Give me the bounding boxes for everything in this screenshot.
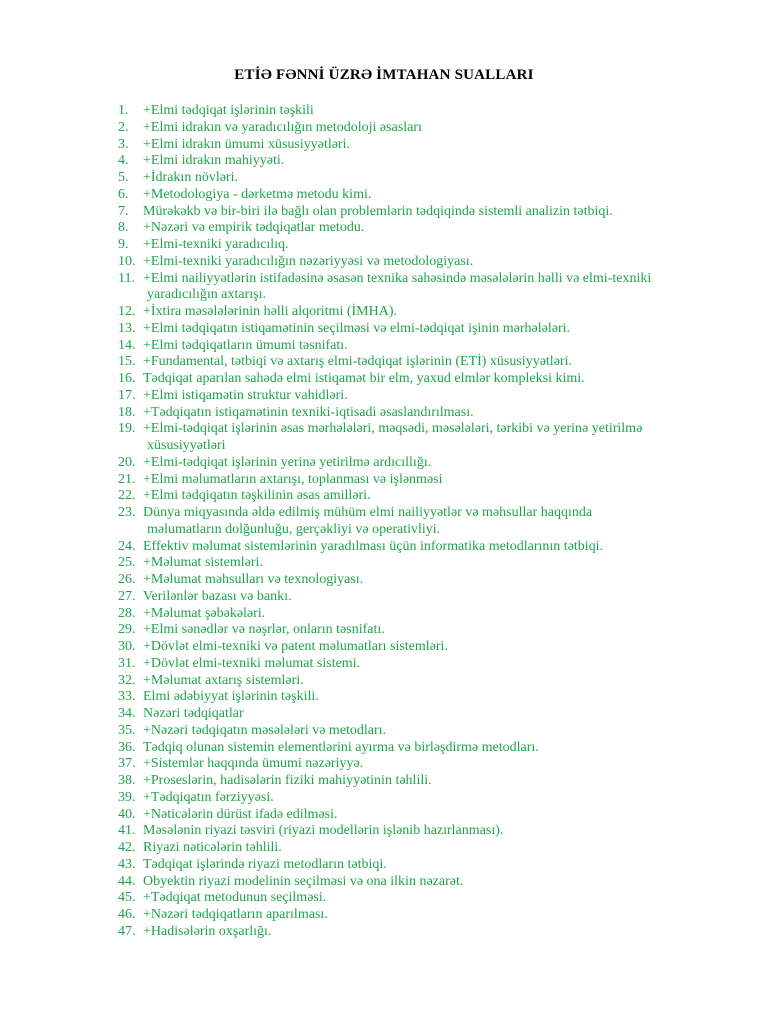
- list-item: [118, 170, 714, 187]
- question-text: +Elmi tədqiqatların ümumi təsnifatı.: [143, 337, 348, 353]
- question-number: 31.: [118, 655, 136, 671]
- question-number: 9.: [118, 237, 129, 252]
- list-item: [118, 137, 714, 154]
- question-text: Mürəkəkb və bir-biri ilə bağlı olan problemlərin tədqiqində sistemli analizin tətbiqi.: [143, 203, 613, 219]
- question-number: 8.: [118, 220, 129, 236]
- list-item: [118, 773, 714, 790]
- question-text: Tədqiqat aparılan sahədə elmi istiqamət bir elm, yaxud elmlər kompleksi kimi.: [143, 371, 585, 386]
- question-number: 35.: [118, 722, 136, 738]
- list-item: [118, 723, 714, 740]
- list-item: [118, 924, 714, 941]
- question-number: 34.: [118, 706, 136, 721]
- question-text: Obyektin riyazi modelinin seçilməsi və ona ilkin nəzarət.: [143, 873, 464, 889]
- list-item: [118, 120, 714, 137]
- question-number: 23.: [118, 505, 136, 520]
- question-text: +Məlumat sistemləri.: [143, 555, 263, 571]
- question-text: +Məlumat axtarış sistemləri.: [143, 672, 304, 688]
- question-number: 42.: [118, 840, 136, 855]
- question-text: +İxtira məsələlərinin həlli alqoritmi (İMHA).: [143, 304, 397, 319]
- question-number: 36.: [118, 739, 136, 755]
- question-text: Nəzəri tədqiqatlar: [143, 706, 244, 721]
- question-number: 20.: [118, 454, 136, 470]
- question-number: 10.: [118, 253, 136, 269]
- list-item: [118, 405, 714, 422]
- question-text: +Elmi tədqiqatın təşkilinin əsas amilləri.: [143, 488, 371, 504]
- question-list: [118, 103, 714, 941]
- question-text: +Məlumat məhsulları və texnologiyası.: [143, 572, 364, 587]
- question-number: 27.: [118, 588, 136, 604]
- question-number: 13.: [118, 320, 136, 336]
- list-item: [118, 840, 714, 857]
- question-text: +Tədqiqatın istiqamətinin texniki-iqtisadi əsaslandırılması.: [143, 404, 474, 420]
- question-number: 46.: [118, 907, 136, 922]
- list-item: [118, 706, 714, 723]
- question-number: 21.: [118, 471, 136, 487]
- question-text: Tədqiq olunan sistemin elementlərini ayırma və birləşdirmə metodları.: [143, 739, 539, 755]
- question-number: 18.: [118, 404, 136, 420]
- question-text: +Nəzəri tədqiqatların aparılması.: [143, 907, 328, 922]
- list-item: [118, 807, 714, 824]
- list-item: [118, 103, 714, 120]
- question-text: +Elmi tədqiqatın istiqamətinin seçilməsi və elmi-tədqiqat işinin mərhələləri.: [143, 320, 571, 336]
- list-item: [118, 907, 714, 924]
- list-item: [118, 455, 714, 472]
- list-item: [118, 673, 714, 690]
- list-item: [118, 220, 714, 237]
- list-item: [118, 187, 714, 204]
- list-item: [118, 488, 714, 505]
- question-number: 25.: [118, 555, 136, 571]
- question-number: 32.: [118, 672, 136, 688]
- list-item: [118, 589, 714, 606]
- question-number: 22.: [118, 488, 136, 504]
- question-text: +Dövlət elmi-texniki və patent məlumatları sistemləri.: [143, 639, 448, 654]
- question-text: +Elmi idrakın və yaradıcılığın metodoloji əsasları: [143, 119, 422, 135]
- list-item: [118, 254, 714, 271]
- question-text: +Fundamental, tətbiqi və axtarış elmi-tədqiqat işlərinin (ETİ) xüsusiyyətləri.: [143, 354, 572, 370]
- question-number: 43.: [118, 856, 136, 872]
- list-item: [118, 338, 714, 355]
- list-item: [118, 421, 714, 455]
- question-text: +Elmi tədqiqat işlərinin təşkili: [143, 103, 314, 118]
- question-number: 24.: [118, 538, 136, 554]
- question-text: Verilənlər bazası və bankı.: [143, 588, 292, 604]
- question-number: 40.: [118, 806, 136, 822]
- question-text: Elmi ədəbiyyat işlərinin təşkili.: [143, 689, 319, 705]
- question-text: +Elmi idrakın mahiyyəti.: [143, 153, 285, 169]
- list-item: [118, 639, 714, 656]
- question-number: 5.: [118, 170, 129, 185]
- list-item: [118, 689, 714, 706]
- question-text-continuation: xüsusiyyətləri: [147, 438, 226, 453]
- question-number: 12.: [118, 304, 136, 319]
- question-text: +Hadisələrin oxşarlığı.: [143, 923, 272, 939]
- question-text: +Metodologiya - dərketmə metodu kimi.: [143, 186, 372, 202]
- question-number: 44.: [118, 873, 136, 889]
- list-item: [118, 237, 714, 254]
- question-text: +Elmi-tədqiqat işlərinin əsas mərhələləri, məqsədi, məsələləri, tərkibi və yerinə yetirilmə: [143, 421, 643, 437]
- question-text: +İdrakın növləri.: [143, 170, 238, 185]
- question-text: +Nəzəri tədqiqatın məsələləri və metodları.: [143, 722, 387, 738]
- list-item: [118, 740, 714, 757]
- question-text: +Elmi-texniki yaradıcılığın nəzəriyyəsi və metodologiyası.: [143, 253, 474, 269]
- list-item: [118, 656, 714, 673]
- question-number: 11.: [118, 270, 135, 286]
- list-item: [118, 505, 714, 539]
- question-text: +Elmi istiqamətin struktur vahidləri.: [143, 387, 348, 403]
- question-text: +Elmi məlumatların axtarışı, toplanması və işlənməsi: [143, 471, 443, 487]
- list-item: [118, 321, 714, 338]
- question-number: 6.: [118, 186, 129, 202]
- list-item: [118, 371, 714, 388]
- question-number: 39.: [118, 789, 136, 805]
- question-number: 29.: [118, 622, 136, 638]
- question-text: Riyazi nəticələrin təhlili.: [143, 840, 282, 855]
- question-number: 16.: [118, 371, 136, 386]
- question-text-continuation: yaradıcılığın axtarışı.: [147, 287, 266, 303]
- list-item: [118, 304, 714, 321]
- question-number: 26.: [118, 572, 136, 587]
- question-number: 7.: [118, 203, 129, 219]
- question-text-continuation: məlumatların dolğunluğu, gerçəkliyi və operativliyi.: [147, 521, 441, 537]
- question-text: +Elmi-texniki yaradıcılıq.: [143, 237, 289, 252]
- question-number: 17.: [118, 387, 136, 403]
- question-number: 19.: [118, 421, 136, 437]
- list-item: [118, 539, 714, 556]
- question-number: 33.: [118, 689, 136, 705]
- list-item: [118, 204, 714, 221]
- list-item: [118, 555, 714, 572]
- question-text: Məsələnin riyazi təsviri (riyazi modellərin işlənib hazırlanması).: [143, 823, 504, 839]
- question-text: Dünya miqyasında əldə edilmiş mühüm elmi nailiyyətlər və məhsullar haqqında: [143, 505, 593, 520]
- question-text: Tədqiqat işlərində riyazi metodların tətbiqi.: [143, 856, 387, 872]
- question-number: 15.: [118, 354, 136, 370]
- question-text: Effektiv məlumat sistemlərinin yaradılması üçün informatika metodlarının tətbiqi.: [143, 538, 604, 554]
- question-number: 41.: [118, 823, 136, 839]
- question-number: 14.: [118, 337, 136, 353]
- question-text: +Proseslərin, hadisələrin fiziki mahiyyətinin təhlili.: [143, 773, 432, 788]
- list-item: [118, 823, 714, 840]
- list-item: [118, 472, 714, 489]
- question-text: +Nəzəri və empirik tədqiqatlar metodu.: [143, 220, 365, 236]
- question-text: +Sistemlər haqqında ümumi nəzəriyyə.: [143, 756, 364, 772]
- question-text: +Dövlət elmi-texniki məlumat sistemi.: [143, 655, 361, 671]
- question-number: 38.: [118, 773, 136, 788]
- question-number: 37.: [118, 756, 136, 772]
- question-text: +Məlumat şəbəkələri.: [143, 605, 266, 621]
- question-number: 3.: [118, 136, 129, 152]
- question-text: +Nəticələrin dürüst ifadə edilməsi.: [143, 806, 338, 822]
- question-number: 47.: [118, 923, 136, 939]
- list-item: [118, 622, 714, 639]
- list-item: [118, 790, 714, 807]
- question-number: 28.: [118, 605, 136, 621]
- question-text: +Tədqiqat metodunun seçilməsi.: [143, 890, 327, 906]
- list-item: [118, 388, 714, 405]
- question-number: 4.: [118, 153, 129, 169]
- list-item: [118, 857, 714, 874]
- question-number: 2.: [118, 119, 129, 135]
- question-number: 30.: [118, 639, 136, 654]
- question-text: +Elmi nailiyyətlərin istifadəsinə əsasən texnika sahəsində məsələlərin həlli və elmi-texniki: [143, 270, 652, 286]
- question-text: +Elmi-tədqiqat işlərinin yerinə yetirilmə ardıcıllığı.: [143, 454, 432, 470]
- question-text: +Tədqiqatın fərziyyəsi.: [143, 789, 274, 805]
- list-item: [118, 606, 714, 623]
- question-text: +Elmi sənədlər və nəşrlər, onların təsnifatı.: [143, 622, 385, 638]
- question-number: 1.: [118, 103, 129, 118]
- question-number: 45.: [118, 890, 136, 906]
- list-item: [118, 354, 714, 371]
- list-item: [118, 890, 714, 907]
- list-item: [118, 271, 714, 305]
- list-item: [118, 572, 714, 589]
- question-text: +Elmi idrakın ümumi xüsusiyyətləri.: [143, 136, 350, 152]
- page-title: ETİƏ FƏNNİ ÜZRƏ İMTAHAN SUALLARI: [234, 67, 534, 83]
- list-item: [118, 756, 714, 773]
- list-item: [118, 153, 714, 170]
- list-item: [118, 874, 714, 891]
